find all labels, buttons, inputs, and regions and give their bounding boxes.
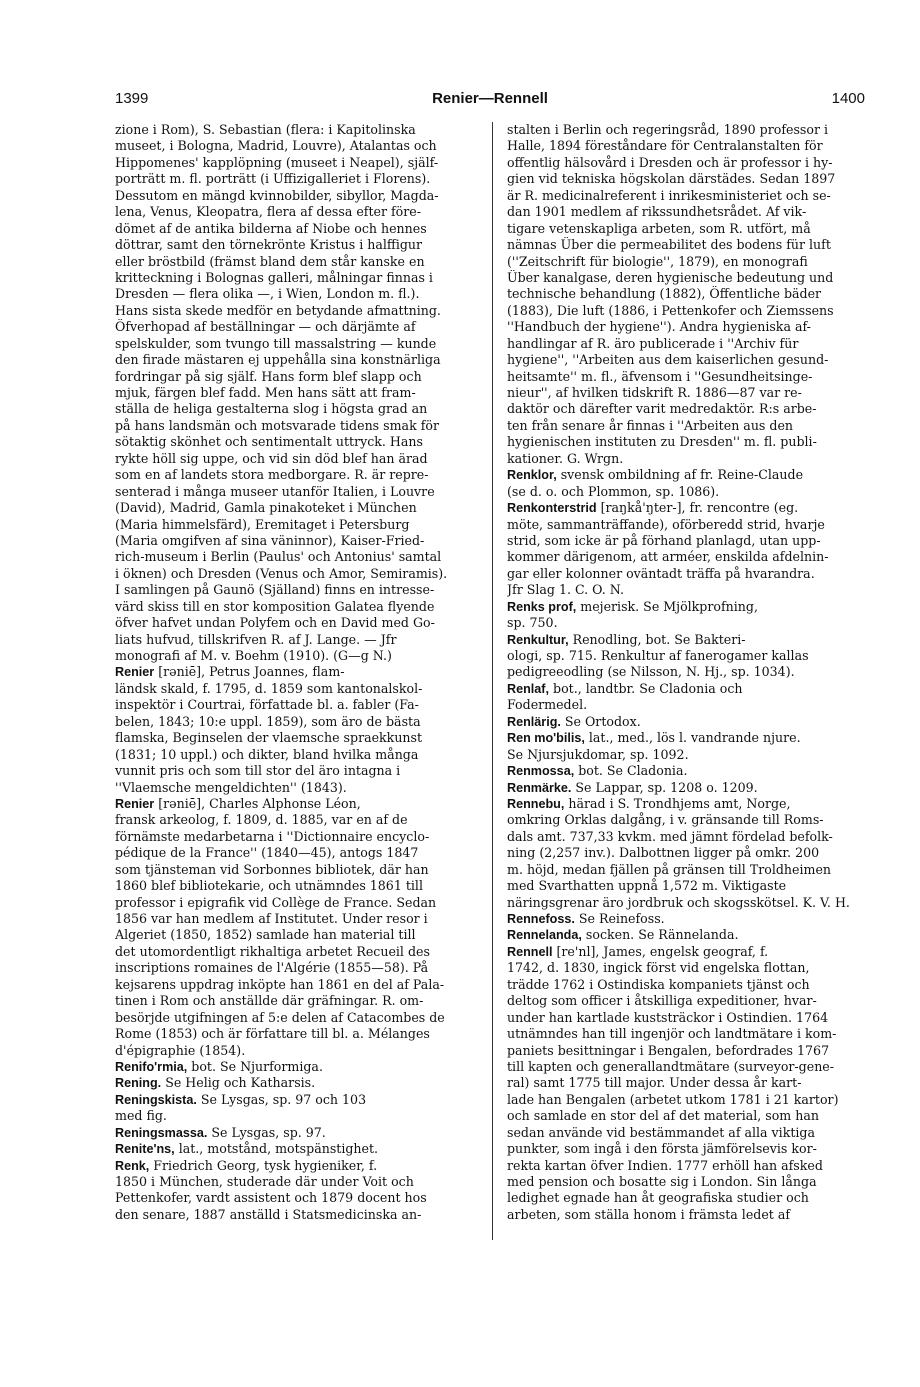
text-line <box>507 385 867 401</box>
line-text: besörjde utgifningen af 5:e delen af Catacombes de <box>115 1009 445 1025</box>
line-text: 1860 blef bibliotekarie, och utnämndes 1861 till <box>115 878 423 894</box>
line-text: på hans landsmän och motsvarade tidens smak för <box>115 417 439 433</box>
line-text: m. höjd, medan fjällen på gränsen till Troldheimen <box>507 861 832 877</box>
text-line <box>507 664 867 680</box>
line-text: daktör och därefter varit medredaktör. R:s arbe- <box>507 401 817 417</box>
line-text: Rome (1853) och är författare till bl. a. Mélanges <box>115 1026 430 1042</box>
line-text: med fig. <box>115 1108 167 1124</box>
text-line <box>507 1174 867 1190</box>
line-text: ologi, sp. 715. Renkultur af fanerogamer kallas <box>507 648 809 663</box>
text-line <box>115 1125 475 1141</box>
text-line <box>507 533 867 549</box>
text-line <box>115 303 475 319</box>
line-text: omkring Orklas dalgång, i v. gränsande till Roms- <box>507 812 824 828</box>
text-line <box>115 664 475 680</box>
text-line <box>115 171 475 187</box>
entry-headword: Rennell <box>507 944 553 959</box>
text-line <box>115 615 475 631</box>
text-line <box>507 286 867 302</box>
text-line <box>115 1141 475 1157</box>
line-text: härad i S. Trondhjems amt, Norge, <box>564 795 791 811</box>
text-line <box>507 138 867 154</box>
text-line <box>115 648 475 664</box>
line-text: porträtt m. fl. porträtt (i Uffizigalleriet i Florens). <box>115 171 431 187</box>
line-text: lat., med., lös l. vandrande njure. <box>584 730 801 746</box>
text-line <box>115 434 475 450</box>
text-line <box>115 1108 475 1124</box>
line-text: och samlade en stor del af det material, som han <box>507 1108 819 1124</box>
text-line <box>507 599 867 615</box>
text-line <box>507 632 867 648</box>
column-divider <box>492 122 493 1240</box>
line-text: rykte höll sig uppe, och vid sin död blef han ärad <box>115 450 428 466</box>
text-line <box>115 895 475 911</box>
line-text: Hippomenes' kapplöpning (museet i Neapel), själf- <box>115 154 439 170</box>
entry-headword: Renier <box>115 665 155 680</box>
text-line <box>507 303 867 319</box>
text-line <box>115 1207 475 1223</box>
line-text: kationer. G. Wrgn. <box>507 450 624 466</box>
line-text: spelskulder, som tvungo till massalstring — kunde <box>115 335 437 351</box>
text-line <box>507 1108 867 1124</box>
text-line <box>507 1141 867 1157</box>
text-line <box>507 369 867 385</box>
line-text: museet, i Bologna, Madrid, Louvre), Atalantas och <box>115 138 437 154</box>
line-text: professor i epigrafik vid Collège de France. Sedan <box>115 894 437 910</box>
text-line <box>115 993 475 1009</box>
text-line <box>115 878 475 894</box>
text-line <box>115 188 475 204</box>
line-text: ländsk skald, f. 1795, d. 1859 som kantonalskol- <box>115 680 423 696</box>
text-line <box>115 730 475 746</box>
text-line <box>507 517 867 533</box>
line-text: Renodling, bot. Se Bakteri- <box>568 631 746 647</box>
line-text: dömet af de antika bilderna af Niobe och hennes <box>115 220 427 236</box>
text-line <box>507 418 867 434</box>
text-line <box>507 1059 867 1075</box>
text-line <box>507 549 867 565</box>
line-text: under han kartlade kuststräckor i Ostindien. 1764 <box>507 1009 829 1025</box>
line-text: dan 1901 medlem af rikssundhetsrådet. Af vik- <box>507 204 807 220</box>
text-line <box>507 927 867 943</box>
text-line <box>507 1026 867 1042</box>
line-text: ten från senare år finnas i ''Arbeiten aus den <box>507 417 794 433</box>
text-line <box>507 829 867 845</box>
text-line <box>115 812 475 828</box>
text-line <box>507 730 867 746</box>
entry-headword: Renifo'rmia, <box>115 1059 188 1074</box>
text-line <box>507 845 867 861</box>
text-line <box>507 960 867 976</box>
text-line <box>507 681 867 697</box>
line-text: Dessutom en mängd kvinnobilder, sibyllor, Magda- <box>115 187 439 203</box>
text-line <box>507 336 867 352</box>
text-line <box>507 895 867 911</box>
line-text: Se Njursjukdomar, sp. 1092. <box>507 746 689 762</box>
text-line <box>115 533 475 549</box>
line-text: bot., landtbr. Se Cladonia och <box>549 680 743 696</box>
line-text: pédique de la France'' (1840—45), antogs 1847 <box>115 845 419 861</box>
line-text: gien vid tekniska högskolan därstädes. Sedan 1897 <box>507 171 836 187</box>
line-text: Dresden — flera olika —, i Wien, London m. fl.). <box>115 286 420 302</box>
entry-headword: Reningsmassa. <box>115 1125 208 1140</box>
line-text: pedigreeodling (se Nilsson, N. Hj., sp. 1034). <box>507 664 795 680</box>
line-text: Hans sista skede medför en betydande afmattning. <box>115 302 441 318</box>
text-line <box>115 467 475 483</box>
text-line <box>507 237 867 253</box>
text-line <box>115 138 475 154</box>
text-line <box>507 451 867 467</box>
text-line <box>507 1207 867 1223</box>
text-line <box>115 1190 475 1206</box>
left-column <box>115 122 475 1223</box>
text-line <box>115 1092 475 1108</box>
running-title: Renier—Rennell <box>432 90 548 107</box>
line-text: heitsamte'' m. fl., äfvensom i ''Gesundheitsinge- <box>507 368 813 384</box>
line-text: inscriptions romaines de l'Algérie (1855—58). På <box>115 960 429 976</box>
text-line <box>115 352 475 368</box>
line-text: 1850 i München, studerade där under Voit och <box>115 1174 414 1189</box>
text-line <box>115 1174 475 1190</box>
entry-headword: Ren mo'bilis, <box>507 731 585 746</box>
text-line <box>115 632 475 648</box>
text-line <box>115 270 475 286</box>
entry-headword: Rennelanda, <box>507 928 582 943</box>
text-line <box>115 549 475 565</box>
line-text: dals amt. 737,33 kvkm. med jämnt fördelad befolk- <box>507 828 833 844</box>
text-line <box>115 927 475 943</box>
line-text: tigare vetenskapliga arbeten, som R. utfört, må <box>507 220 811 236</box>
line-text: sötaktig skönhet och sentimentalt uttryck. Hans <box>115 434 423 450</box>
entry-headword: Renlärig. <box>507 714 561 729</box>
line-text: stalten i Berlin och regeringsråd, 1890 professor i <box>507 122 829 137</box>
line-text: hygienischen instituten zu Dresden'' m. fl. publi- <box>507 434 817 450</box>
line-text: lade han Bengalen (arbetet utkom 1781 i 21 kartor) <box>507 1091 839 1107</box>
text-line <box>507 270 867 286</box>
text-line <box>507 780 867 796</box>
line-text: (se d. o. och Plommon, sp. 1086). <box>507 483 720 499</box>
line-text: till kapten och generallandtmätare (surveyor-gene- <box>507 1058 835 1074</box>
text-line <box>507 500 867 516</box>
text-line <box>115 1158 475 1174</box>
entry-headword: Renk, <box>115 1158 150 1173</box>
text-line <box>507 434 867 450</box>
text-line <box>115 369 475 385</box>
entry-headword: Renkonterstrid <box>507 501 597 516</box>
line-text: [rəniē], Petrus Joannes, flam- <box>154 664 345 680</box>
line-text: Friedrich Georg, tysk hygieniker, f. <box>149 1157 378 1173</box>
text-line <box>115 1010 475 1026</box>
line-text: eller bröstbild (främst bland dem står kanske en <box>115 253 425 269</box>
text-line <box>507 697 867 713</box>
line-text: utnämndes han till ingenjör och landtmätare i kom- <box>507 1026 837 1042</box>
line-text: gar eller kolonner oväntadt träffa på hvarandra. <box>507 565 815 581</box>
text-line <box>115 845 475 861</box>
text-line <box>507 977 867 993</box>
line-text: strid, som icke är på förhand planlagd, utan upp- <box>507 532 821 548</box>
entry-headword: Renier <box>115 796 155 811</box>
line-text: monografi af M. v. Boehm (1910). (G—g N.) <box>115 648 392 663</box>
line-text: möte, sammanträffande), oförberedd strid, hvarje <box>507 516 825 532</box>
line-text: fordringar på sig själf. Hans form blef slapp och <box>115 368 422 384</box>
line-text: bot. Se Njurformiga. <box>187 1058 323 1074</box>
line-text: Fodermedel. <box>507 697 588 713</box>
line-text: ledighet egnade han åt geografiska studier och <box>507 1190 809 1206</box>
line-text: Algeriet (1850, 1852) samlade han material till <box>115 927 416 943</box>
text-line <box>507 467 867 483</box>
line-text: [re'nl], James, engelsk geograf, f. <box>552 943 769 959</box>
line-text: (Maria omgifven af sina väninnor), Kaiser-Fried- <box>115 532 425 548</box>
line-text: svensk ombildning af fr. Reine-Claude <box>556 467 804 483</box>
line-text: den senare, 1887 anställd i Statsmedicinska an- <box>115 1206 422 1222</box>
line-text: ''Handbuch der hygiene''). Andra hygieniska af- <box>507 319 811 335</box>
page-header <box>115 90 865 112</box>
text-line <box>507 401 867 417</box>
line-text: liats hufvud, tillskrifven R. af J. Lange. — Jfr <box>115 631 397 647</box>
text-line <box>115 599 475 615</box>
line-text: mejerisk. Se Mjölkprofning, <box>576 598 758 614</box>
line-text: Se Lysgas, sp. 97. <box>207 1124 326 1140</box>
text-line <box>115 155 475 171</box>
text-line <box>115 796 475 812</box>
right-column <box>507 122 867 1223</box>
text-line <box>507 171 867 187</box>
line-text: tinen i Rom och anställde där gräfningar. R. om- <box>115 993 424 1009</box>
entry-headword: Renlaf, <box>507 681 549 696</box>
line-text: offentlig hälsovård i Dresden och är professor i hy- <box>507 154 833 170</box>
line-text: förnämste medarbetarna i ''Dictionnaire encyclo- <box>115 828 430 844</box>
text-line <box>507 878 867 894</box>
line-text: handlingar af R. äro publicerade i ''Archiv für <box>507 335 799 351</box>
text-line <box>507 1158 867 1174</box>
line-text: Über kanalgase, deren hygienische bedeutung und <box>507 269 834 285</box>
text-line <box>115 484 475 500</box>
text-line <box>115 319 475 335</box>
line-text: (Maria himmelsfärd), Eremitaget i Petersburg <box>115 516 410 532</box>
text-line <box>507 615 867 631</box>
entry-headword: Renklor, <box>507 468 557 483</box>
entry-headword: Renmärke. <box>507 780 572 795</box>
text-line <box>115 385 475 401</box>
line-text: [raŋkå'ŋter-], fr. rencontre (eg. <box>596 500 799 516</box>
text-line <box>507 1010 867 1026</box>
line-text: den firade mästaren ej uppehålla sina konstnärliga <box>115 352 441 368</box>
text-line <box>115 697 475 713</box>
text-line <box>115 862 475 878</box>
line-text: ning (2,257 inv.). Dalbottnen ligger på omkr. 200 <box>507 845 820 861</box>
line-text: döttrar, samt den törnekrönte Kristus i halffigur <box>115 237 423 253</box>
line-text: Se Helig och Katharsis. <box>161 1075 316 1091</box>
text-line <box>115 714 475 730</box>
line-text: Jfr Slag 1. C. O. N. <box>507 582 624 598</box>
text-line <box>115 977 475 993</box>
line-text: ''Vlaemsche mengeldichten'' (1843). <box>115 779 347 795</box>
text-line <box>507 221 867 237</box>
entry-headword: Rening. <box>115 1076 162 1091</box>
line-text: socken. Se Rännelanda. <box>581 927 739 943</box>
text-line <box>115 451 475 467</box>
text-line <box>507 993 867 1009</box>
line-text: rekta kartan öfver Indien. 1777 erhöll han afsked <box>507 1157 823 1173</box>
line-text: värd skiss till en stor komposition Galatea flyende <box>115 598 435 614</box>
text-line <box>507 648 867 664</box>
line-text: 1856 var han medlem af Institutet. Under resor i <box>115 911 428 926</box>
line-text: 1742, d. 1830, ingick först vid engelska flottan, <box>507 960 810 976</box>
text-line <box>507 484 867 500</box>
text-line <box>507 763 867 779</box>
entry-headword: Renmossa, <box>507 764 575 779</box>
line-text: zione i Rom), S. Sebastian (flera: i Kapitolinska <box>115 122 416 137</box>
line-text: Se Lysgas, sp. 97 och 103 <box>196 1091 367 1107</box>
line-text: kejsarens uppdrag inköpte han 1861 en del af Pala- <box>115 976 445 992</box>
line-text: arbeten, som ställa honom i främsta ledet af <box>507 1206 791 1222</box>
line-text: mjuk, färgen blef fadd. Men hans sätt att fram- <box>115 385 416 400</box>
line-text: kommer därigenom, att arméer, enskilda afdelnin- <box>507 549 829 565</box>
line-text: [rəniē], Charles Alphonse Léon, <box>154 795 361 811</box>
line-text: kritteckning i Bolognas galleri, målningar finnas i <box>115 269 433 285</box>
text-line <box>507 254 867 270</box>
line-text: nieur'', af hvilken tidskrift R. 1886—87 var re- <box>507 385 802 400</box>
page-number-right: 1400 <box>831 90 865 107</box>
text-line <box>115 237 475 253</box>
line-text: sedan använde vid bestämmandet af alla viktiga <box>507 1124 815 1140</box>
line-text: Pettenkofer, vardt assistent och 1879 docent hos <box>115 1190 427 1206</box>
line-text: med pension och bosatte sig i London. Sin långa <box>507 1174 817 1189</box>
line-text: belen, 1843; 10:e uppl. 1859), som äro de bästa <box>115 713 421 729</box>
line-text: Öfverhopad af beställningar — och därjämte af <box>115 319 416 335</box>
line-text: (David), Madrid, Gamla pinakoteket i München <box>115 500 417 516</box>
text-line <box>115 204 475 220</box>
line-text: fransk arkeolog, f. 1809, d. 1885, var en af de <box>115 812 408 828</box>
line-text: lat., motstånd, motspänstighet. <box>174 1141 379 1157</box>
text-line <box>507 352 867 368</box>
line-text: punkter, som ingå i den första jämförelsevis kor- <box>507 1141 817 1157</box>
text-line <box>507 188 867 204</box>
line-text: flamska, Beginselen der vlaemsche spraekkunst <box>115 730 423 746</box>
line-text: d'épigraphie (1854). <box>115 1042 246 1058</box>
line-text: med Svarthatten uppnå 1,572 m. Viktigaste <box>507 878 787 894</box>
line-text: Se Lappar, sp. 1208 o. 1209. <box>571 779 758 795</box>
text-line <box>507 714 867 730</box>
text-line <box>507 944 867 960</box>
line-text: som en af landets stora medborgare. R. är repre- <box>115 467 429 483</box>
line-text: i öknen) och Dresden (Venus och Amor, Semiramis). <box>115 565 448 581</box>
text-line <box>115 582 475 598</box>
line-text: näringsgrenar äro jordbruk och skogsskötsel. K. V. H. <box>507 894 850 910</box>
text-line <box>115 500 475 516</box>
text-line <box>115 418 475 434</box>
text-line <box>507 812 867 828</box>
entry-headword: Renite'ns, <box>115 1142 175 1157</box>
text-line <box>115 747 475 763</box>
text-line <box>115 960 475 976</box>
line-text: rich-museum i Berlin (Paulus' och Antonius' samtal <box>115 549 442 565</box>
line-text: trädde 1762 i Ostindiska kompaniets tjänst och <box>507 976 810 992</box>
line-text: (''Zeitschrift für biologie'', 1879), en monografi <box>507 253 808 269</box>
text-line <box>507 862 867 878</box>
text-line <box>507 566 867 582</box>
text-line <box>115 911 475 927</box>
text-line <box>115 763 475 779</box>
text-line <box>115 122 475 138</box>
text-line <box>115 1075 475 1091</box>
text-line <box>115 1043 475 1059</box>
text-line <box>115 1026 475 1042</box>
entry-headword: Rennefoss. <box>507 912 575 926</box>
line-text: Halle, 1894 föreståndare för Centralanstalten för <box>507 138 823 154</box>
text-line <box>115 780 475 796</box>
text-line <box>507 1075 867 1091</box>
text-line <box>507 122 867 138</box>
text-line <box>115 517 475 533</box>
line-text: ställa de heliga gestalterna slog i högsta grad an <box>115 401 428 417</box>
line-text: som tjänsteman vid Sorbonnes bibliotek, där han <box>115 861 429 877</box>
line-text: Se Ortodox. <box>560 713 641 729</box>
line-text: technische behandlung (1882), Öffentliche bäder <box>507 286 822 302</box>
text-line <box>115 221 475 237</box>
text-line <box>115 286 475 302</box>
text-line <box>507 1190 867 1206</box>
text-line <box>507 1092 867 1108</box>
line-text: inspektör i Courtrai, författade bl. a. fabler (Fa- <box>115 697 419 713</box>
line-text: sp. 750. <box>507 615 558 631</box>
line-text: bot. Se Cladonia. <box>574 763 688 779</box>
page-number-left: 1399 <box>115 90 149 107</box>
line-text: deltog som officer i åtskilliga expeditioner, hvar- <box>507 993 817 1009</box>
text-line <box>507 1043 867 1059</box>
text-line <box>507 747 867 763</box>
entry-headword: Renks prof, <box>507 599 577 614</box>
line-text: är R. medicinalreferent i inrikesministeriet och se- <box>507 187 831 203</box>
text-line <box>115 566 475 582</box>
entry-headword: Rennebu, <box>507 796 565 811</box>
entry-headword: Renkultur, <box>507 632 569 647</box>
line-text: det utomordentligt rikhaltiga arbetet Recueil des <box>115 943 430 959</box>
line-text: senterad i många museer utanför Italien, i Louvre <box>115 483 435 499</box>
line-text: ral) samt 1775 till major. Under dessa år kart- <box>507 1075 802 1091</box>
line-text: I samlingen på Gaunö (Själland) finns en intresse- <box>115 582 435 598</box>
text-line <box>115 336 475 352</box>
text-line <box>507 204 867 220</box>
text-line <box>507 911 867 927</box>
line-text: öfver hafvet undan Polyfem och en David med Go- <box>115 615 435 631</box>
line-text: vunnit pris och som till stor del äro intagna i <box>115 763 401 779</box>
text-line <box>507 582 867 598</box>
text-line <box>115 401 475 417</box>
line-text: hygiene'', ''Arbeiten aus dem kaiserlichen gesund- <box>507 352 829 368</box>
entry-headword: Reningskista. <box>115 1092 197 1107</box>
text-line <box>507 155 867 171</box>
text-line <box>115 681 475 697</box>
text-line <box>507 796 867 812</box>
text-line <box>507 319 867 335</box>
line-text: nämnas Über die permeabilitet des bodens für luft <box>507 237 831 253</box>
text-line <box>115 944 475 960</box>
text-line <box>115 829 475 845</box>
line-text: (1831; 10 uppl.) och dikter, bland hvilka många <box>115 746 419 762</box>
text-line <box>115 254 475 270</box>
line-text: (1883), Die luft (1886, i Pettenkofer och Ziemssens <box>507 302 834 318</box>
line-text: Se Reinefoss. <box>574 911 665 926</box>
text-line <box>507 1125 867 1141</box>
line-text: paniets besittningar i Bengalen, befordrades 1767 <box>507 1042 830 1058</box>
text-line <box>115 1059 475 1075</box>
line-text: lena, Venus, Kleopatra, flera af dessa efter före- <box>115 204 421 220</box>
